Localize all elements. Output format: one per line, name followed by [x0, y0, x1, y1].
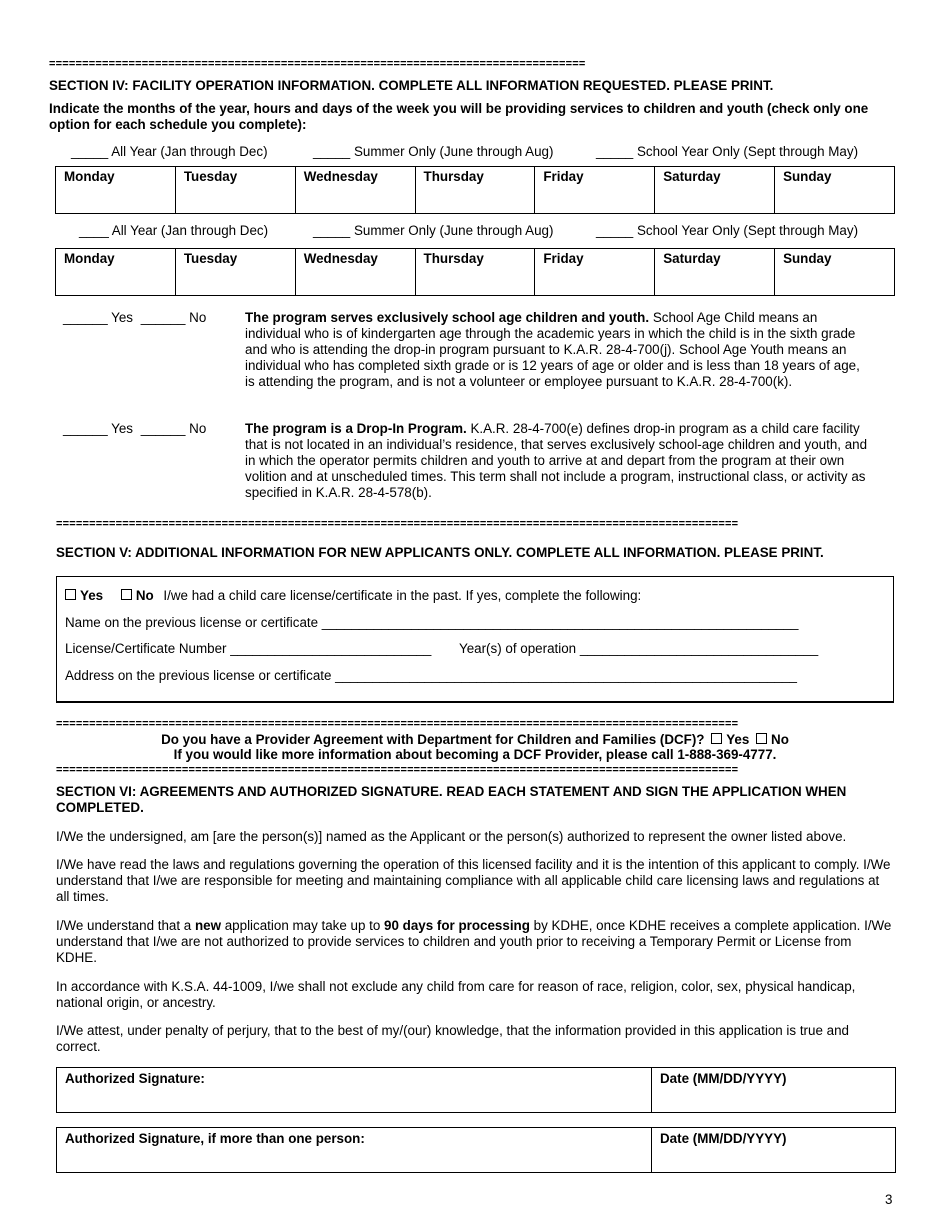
page-number: 3	[885, 1192, 893, 1207]
dcf-yes-label: Yes	[726, 732, 750, 747]
dcf-question: Do you have a Provider Agreement with Department for Children and Families (DCF)?	[161, 732, 705, 747]
no-checkbox[interactable]	[121, 589, 132, 600]
section-6-statement-2: I/We have read the laws and regulations governing the operation of this licensed facility and it is the intention of this applicant to comply. I/We understand that I/we are responsible for meeting and maintaining compliance with all applicable child care licensing laws and regulations at all times.	[56, 857, 891, 904]
separator-top: =================================================================================	[49, 58, 586, 70]
schedule-2-all-year[interactable]: ____ All Year (Jan through Dec)	[79, 223, 269, 238]
license-number-field[interactable]: License/Certificate Number ___________________________	[65, 641, 432, 656]
question-1-heading: The program serves exclusively school age children and youth.	[245, 310, 650, 325]
dcf-no-checkbox[interactable]	[756, 733, 767, 744]
separator-dcf-top: =======================================================================================================	[56, 718, 739, 730]
schedule-1-tuesday[interactable]: Tuesday	[175, 167, 295, 214]
dcf-question-row	[56, 732, 894, 747]
previous-address-field[interactable]: Address on the previous license or certificate ______________________________________________________________	[65, 668, 797, 683]
signature-box-1	[56, 1067, 896, 1113]
schedule-2-school-year[interactable]: _____ School Year Only (Sept through May)	[596, 223, 859, 238]
question-1-answer	[63, 310, 206, 325]
dcf-info: If you would like more information about becoming a DCF Provider, please call 1-888-369-4777.	[173, 747, 777, 762]
statement-3-part-a: I/We understand that a	[56, 918, 195, 933]
schedule-1-thursday[interactable]: Thursday	[415, 167, 535, 214]
statement-3-processing-time: 90 days for processing	[384, 918, 530, 933]
schedule-2-saturday[interactable]: Saturday	[655, 249, 775, 296]
separator-section-5: =======================================================================================================	[56, 518, 739, 530]
statement-3-part-e: by KDHE, once KDHE receives a complete application. I/We understand that I/we are not authorized to provide services to children and youth prior to receiving a Temporary Permit or License from KDHE.	[56, 918, 892, 965]
yes-checkbox[interactable]	[65, 589, 76, 600]
section-6-statement-5: I/We attest, under penalty of perjury, that to the best of my/(our) knowledge, that the information provided in this application is true and correct.	[56, 1023, 849, 1054]
question-1-text	[245, 310, 870, 390]
schedule-1-school-year[interactable]: _____ School Year Only (Sept through May)	[596, 144, 859, 159]
question-2-heading: The program is a Drop-In Program.	[245, 421, 467, 436]
section-6-title: SECTION VI: AGREEMENTS AND AUTHORIZED SIGNATURE. READ EACH STATEMENT AND SIGN THE APPLICATION WHEN COMPLETED.	[56, 784, 847, 815]
section-4-instruction: Indicate the months of the year, hours and days of the week you will be providing services to children and youth (check only one option for each schedule you complete):	[49, 101, 869, 132]
dcf-no-label: No	[771, 732, 789, 747]
yes-label: Yes	[80, 588, 104, 603]
schedule-1-summer[interactable]: _____ Summer Only (June through Aug)	[313, 144, 554, 159]
question-2-answer	[63, 421, 206, 436]
schedule-2-summer[interactable]: _____ Summer Only (June through Aug)	[313, 223, 554, 238]
section-6-statement-4: In accordance with K.S.A. 44-1009, I/we shall not exclude any child from care for reason of race, religion, color, sex, physical handicap, national origin, or ancestry.	[56, 979, 856, 1010]
section-6-statement-3	[56, 918, 894, 966]
signature-box-2	[56, 1127, 896, 1173]
schedule-1-days-table	[55, 166, 895, 214]
signature-1-divider	[651, 1068, 652, 1112]
schedule-2-sunday[interactable]: Sunday	[775, 249, 895, 296]
statement-3-new: new	[194, 918, 222, 933]
separator-dcf-bottom: =======================================================================================================	[56, 764, 739, 776]
signature-2-label: Authorized Signature, if more than one person:	[65, 1131, 365, 1146]
question-2-body: K.A.R. 28-4-700(e) defines drop-in program as a child care facility that is not located in an individual’s residence, that serves exclusively school-age children and youth, and in which the operator permits children and youth to arrive at and depart from the program at their own volition and at unscheduled times. This term shall not include a program, instructional class, or activity as specified in K.A.R. 28-4-578(b).	[245, 421, 868, 500]
schedule-2-friday[interactable]: Friday	[535, 249, 655, 296]
schedule-2-monday[interactable]: Monday	[56, 249, 176, 296]
signature-1-date-label: Date (MM/DD/YYYY)	[660, 1071, 787, 1086]
schedule-2-thursday[interactable]: Thursday	[415, 249, 535, 296]
schedule-1-wednesday[interactable]: Wednesday	[295, 167, 415, 214]
signature-1-label: Authorized Signature:	[65, 1071, 205, 1086]
signature-2-divider	[651, 1128, 652, 1172]
question-2-no[interactable]: ______ No	[140, 421, 207, 436]
schedule-2-days-table	[55, 248, 895, 296]
question-2-text	[245, 421, 870, 501]
schedule-1-saturday[interactable]: Saturday	[655, 167, 775, 214]
dcf-yes-checkbox[interactable]	[711, 733, 722, 744]
previous-name-field[interactable]: Name on the previous license or certificate ________________________________________________________________	[65, 615, 799, 630]
schedule-1-sunday[interactable]: Sunday	[775, 167, 895, 214]
signature-2-date-label: Date (MM/DD/YYYY)	[660, 1131, 787, 1146]
section-5-title: SECTION V: ADDITIONAL INFORMATION FOR NEW APPLICANTS ONLY. COMPLETE ALL INFORMATION. PLEASE PRINT.	[56, 545, 824, 560]
years-operation-field[interactable]: Year(s) of operation ________________________________	[459, 641, 819, 656]
schedule-1-friday[interactable]: Friday	[535, 167, 655, 214]
question-1-body: School Age Child means an individual who is of kindergarten age through the academic years in which the child is in the sixth grade and who is attending the drop-in program pursuant to K.A.R. 28-4-700(j). School Age Youth means an individual who has completed sixth grade or is 12 years of age or older and is less than 18 years of age, is attending the program, and is not a volunteer or employee pursuant to K.A.R. 28-4-700(k).	[245, 310, 860, 389]
section-4-title: SECTION IV: FACILITY OPERATION INFORMATION. COMPLETE ALL INFORMATION REQUESTED. PLEASE PRINT.	[49, 78, 774, 93]
schedule-1-monday[interactable]: Monday	[56, 167, 176, 214]
question-2-yes[interactable]: ______ Yes	[63, 421, 134, 436]
no-label: No	[135, 588, 154, 603]
schedule-2-wednesday[interactable]: Wednesday	[295, 249, 415, 296]
schedule-2-tuesday[interactable]: Tuesday	[175, 249, 295, 296]
prior-license-text: I/we had a child care license/certificate in the past. If yes, complete the following:	[163, 588, 642, 603]
prior-license-row	[65, 588, 641, 603]
statement-3-part-c: application may take up to	[221, 918, 385, 933]
question-1-no[interactable]: ______ No	[140, 310, 207, 325]
schedule-1-all-year[interactable]: _____ All Year (Jan through Dec)	[71, 144, 268, 159]
question-1-yes[interactable]: ______ Yes	[63, 310, 134, 325]
section-6-statement-1: I/We the undersigned, am [are the person(s)] named as the Applicant or the person(s) authorized to represent the owner listed above.	[56, 829, 847, 844]
section-5-box	[56, 576, 894, 703]
